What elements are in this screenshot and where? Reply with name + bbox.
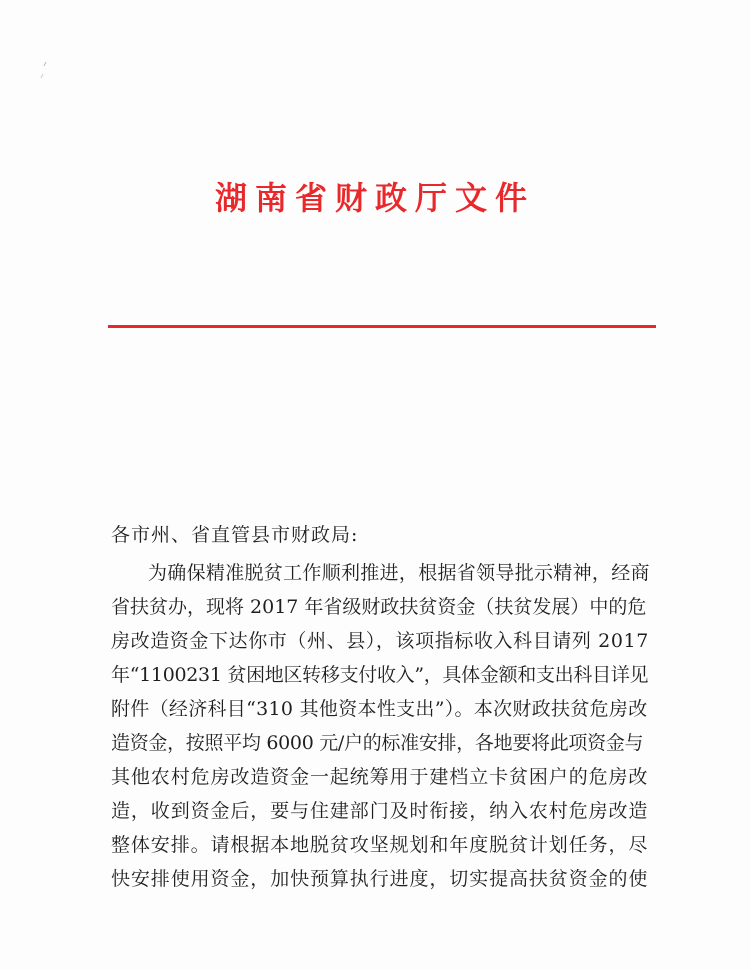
salutation: 各市州、省直管县市财政局: [111,524,359,546]
body-line: 年“1100231 贫困地区转移支付收入”，具体金额和支出科目详见 [111,664,649,686]
body-line: 附件（经济科目“310 其他资本性支出”）。本次财政扶贫危房改 [111,698,648,720]
body-line: 其他农村危房改造资金一起统筹用于建档立卡贫困户的危房改 [111,766,649,788]
body-line: 整体安排。请根据本地脱贫攻坚规划和年度脱贫计划任务，尽 [111,834,649,856]
body-line: 房改造资金下达你市（州、县），该项指标收入科目请列 2017 [111,630,649,652]
scan-speck [40,60,48,80]
body-line: 造资金，按照平均 6000 元/户的标准安排，各地要将此项资金与 [111,732,644,754]
body-line: 快安排使用资金，加快预算执行进度，切实提高扶贫资金的使 [111,868,649,890]
body-line: 省扶贫办，现将 2017 年省级财政扶贫资金（扶贫发展）中的危 [111,596,647,618]
notice-title-line-1 [0,396,750,432]
red-divider-line [108,325,656,328]
notice-title-line-2 [0,437,750,473]
body-line: 造，收到资金后，要与住建部门及时衔接，纳入农村危房改造 [111,800,649,822]
body-line: 为确保精准脱贫工作顺利推进，根据省领导批示精神，经商 [148,562,650,584]
document-number [0,300,750,324]
document-masthead: 湖南省财政厅文件 [214,179,535,217]
